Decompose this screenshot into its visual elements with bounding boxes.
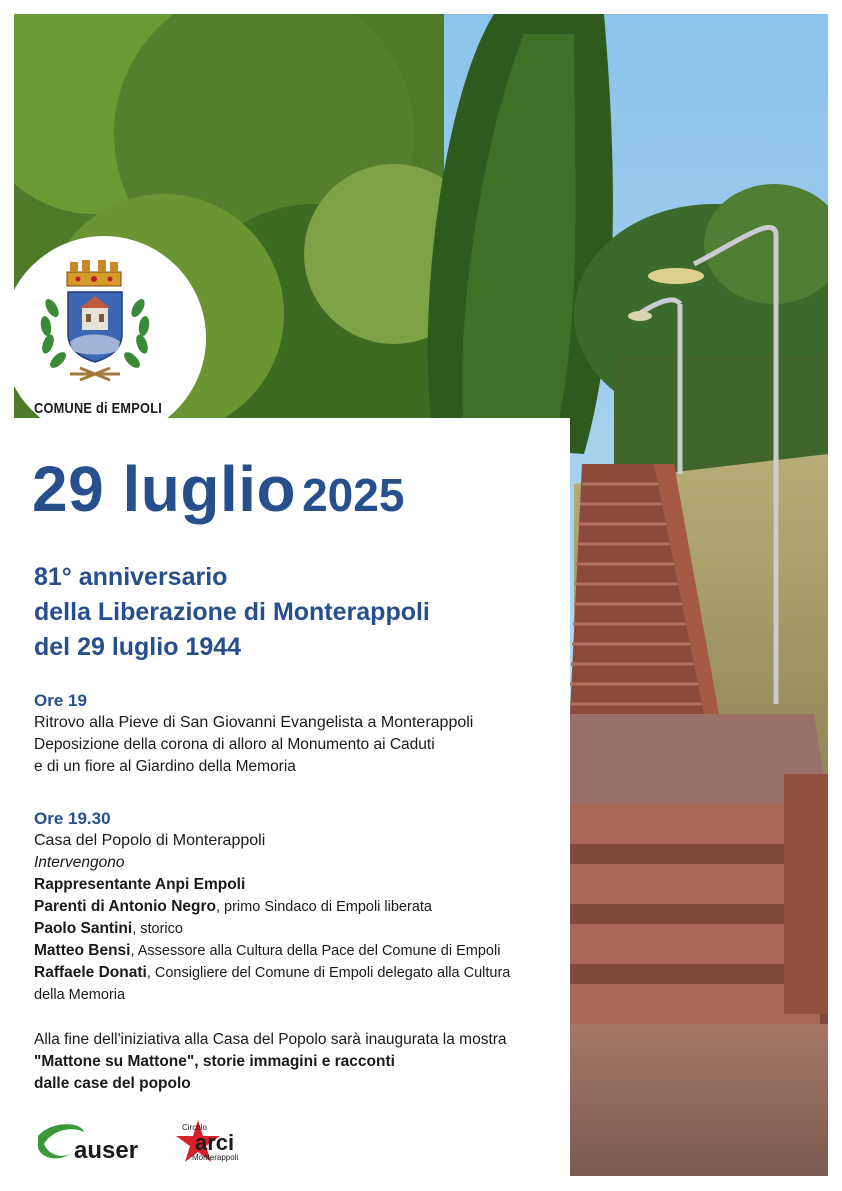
speaker-name: Parenti di Antonio Negro: [34, 898, 216, 915]
arci-bottom-text: Monterappoli: [192, 1153, 239, 1162]
event-date: [32, 452, 404, 526]
subtitle-line: della Liberazione di Monterappoli: [34, 598, 430, 626]
org-name: COMUNE di EMPOLI: [34, 400, 163, 417]
closing-line: Alla fine dell'iniziativa alla Casa del Popolo sarà inaugurata la mostra: [34, 1031, 507, 1048]
speaker-name: Rappresentante Anpi Empoli: [34, 876, 246, 893]
event-time: Ore 19.30: [34, 809, 111, 828]
speaker-role: , storico: [132, 921, 183, 937]
arci-wordmark: arci: [195, 1130, 235, 1155]
speaker-row: [34, 962, 510, 984]
speaker-role: , Consigliere del Comune di Empoli delegato alla Cultura: [146, 965, 511, 981]
event-subtitle: [34, 560, 430, 665]
speaker-row: [34, 918, 510, 940]
date-day-month: 29 luglio: [32, 453, 297, 525]
date-year: 2025: [302, 469, 405, 521]
closing-line: "Mattone su Mattone", storie immagini e racconti: [34, 1053, 395, 1070]
speaker-role: , Assessore alla Cultura della Pace del Comune di Empoli: [130, 943, 501, 959]
speaker-row: [34, 874, 510, 896]
closing-note: [34, 1029, 507, 1095]
sponsor-logos: [32, 1118, 272, 1171]
event-2: [34, 808, 510, 1006]
coat-of-arms-icon: [30, 258, 160, 398]
subtitle-line: 81° anniversario: [34, 563, 228, 591]
closing-line: dalle case del popolo: [34, 1075, 191, 1092]
event-time: Ore 19: [34, 691, 87, 710]
event-place: Casa del Popolo di Monterappoli: [34, 832, 266, 849]
speaker-name: Paolo Santini: [34, 920, 133, 937]
auser-wordmark: auser: [74, 1137, 139, 1164]
subtitle-line: del 29 luglio 1944: [34, 633, 242, 661]
event-detail: Deposizione della corona di alloro al Monumento ai Caduti: [34, 736, 435, 753]
event-intro: Intervengono: [34, 854, 125, 871]
sponsor-logos-svg: [32, 1118, 272, 1166]
speaker-role: , primo Sindaco di Empoli liberata: [215, 899, 432, 915]
arci-top-text: Circolo: [182, 1123, 207, 1132]
event-1: [34, 690, 473, 778]
speaker-name: Raffaele Donati: [34, 964, 147, 981]
speaker-name: Matteo Bensi: [34, 942, 131, 959]
event-detail: e di un fiore al Giardino della Memoria: [34, 758, 296, 775]
event-place: Ritrovo alla Pieve di San Giovanni Evangelista a Monterappoli: [34, 714, 474, 731]
speaker-row: [34, 896, 510, 918]
speaker-continuation: della Memoria: [34, 987, 126, 1003]
speaker-row: [34, 940, 510, 962]
